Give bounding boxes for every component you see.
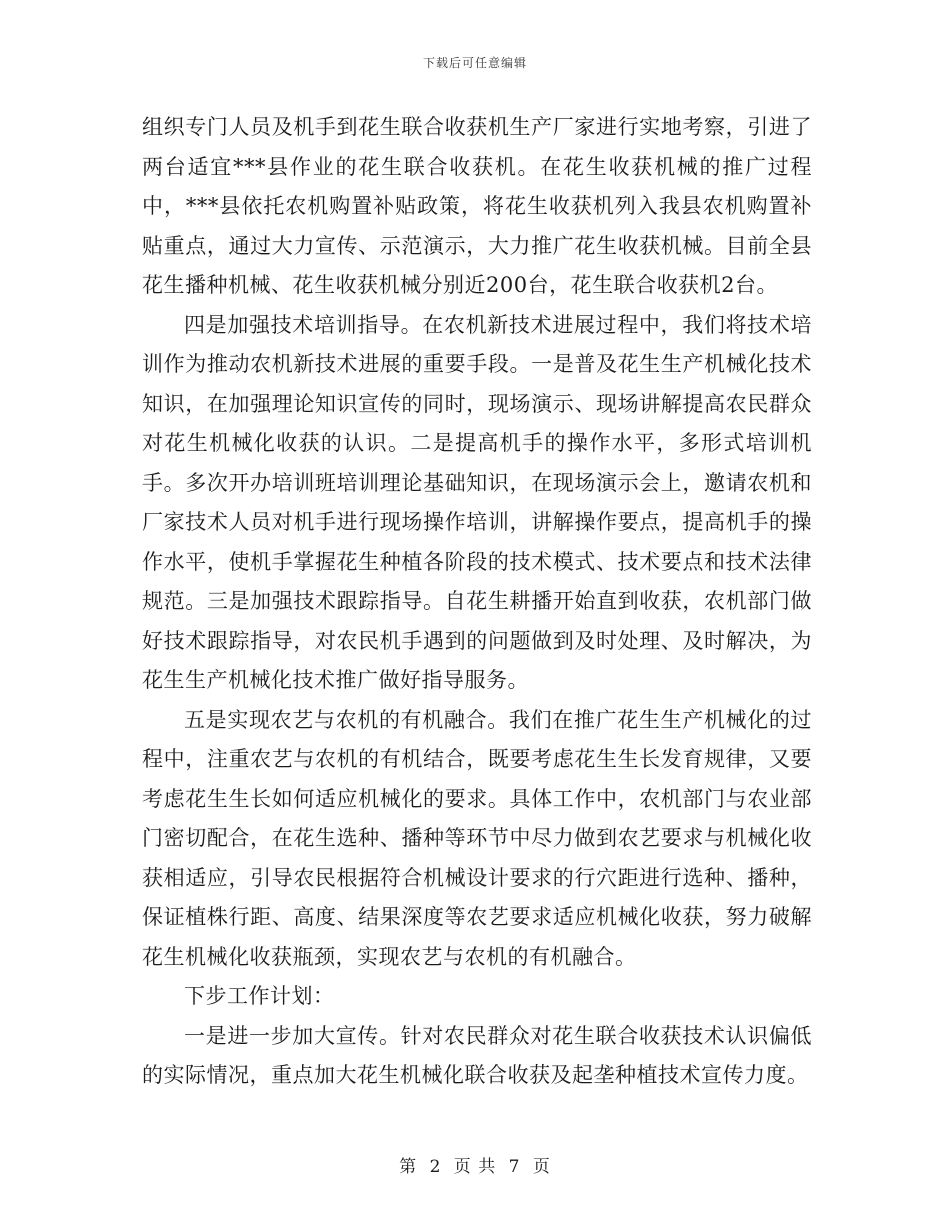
paragraph-integration: 五是实现农艺与农机的有机融合。我们在推广花生生产机械化的过程中，注重农艺与农机的有机结合，既要考虑花生生长发育规律，又要考虑花生生长如何适应机械化的要求。具体工作中，农机部门与农业部门密切配合，在花生选种、播种等环节中尽力做到农艺要求与机械化收获相适应，引导农民根据符合机械设计要求的行穴距进行选种、播种，保证植株行距、高度、结果深度等农艺要求适应机械化收获，努力破解花生机械化收获瓶颈，实现农艺与农机的有机融合。 [142, 707, 812, 969]
page-footer [0, 1152, 950, 1177]
paragraph-continuation: 组织专门人员及机手到花生联合收获机生产厂家进行实地考察，引进了两台适宜***县作业的花生联合收获机。在花生收获机械的推广过程中，***县依托农机购置补贴政策，将花生收获机列入我县农机购置补贴重点，通过大力宣传、示范演示，大力推广花生收获机械。目前全县花生播种机械、花生收获机械分别近200台，花生联合收获机2台。 [142, 115, 812, 297]
footer-page-number: 2 [429, 1157, 442, 1177]
footer-middle: 页 共 [453, 1157, 497, 1177]
paragraph-training: 四是加强技术培训指导。在农机新技术进展过程中，我们将技术培训作为推动农机新技术进展的重要手段。一是普及花生生产机械化技术知识，在加强理论知识宣传的同时，现场演示、现场讲解提高农民群众对花生机械化收获的认识。二是提高机手的操作水平，多形式培训机手。多次开办培训班培训理论基础知识，在现场演示会上，邀请农机和厂家技术人员对机手进行现场操作培训，讲解操作要点，提高机手的操作水平，使机手掌握花生种植各阶段的技术模式、技术要点和技术法律规范。三是加强技术跟踪指导。自花生耕播开始直到收获，农机部门做好技术跟踪指导，对农民机手遇到的问题做到及时处理、及时解决，为花生生产机械化技术推广做好指导服务。 [142, 312, 812, 692]
footer-total-pages: 7 [508, 1157, 521, 1177]
page-header-note: 下载后可任意编辑 [422, 56, 527, 70]
document-body [142, 108, 812, 1096]
paragraph-publicity: 一是进一步加大宣传。针对农民群众对花生联合收获技术认识偏低的实际情况，重点加大花生机械化联合收获及起垄种植技术宣传力度。 [142, 1023, 812, 1087]
paragraph-next-plan-heading: 下步工作计划： [184, 984, 335, 1008]
footer-suffix: 页 [532, 1157, 551, 1177]
footer-prefix: 第 [399, 1157, 418, 1177]
